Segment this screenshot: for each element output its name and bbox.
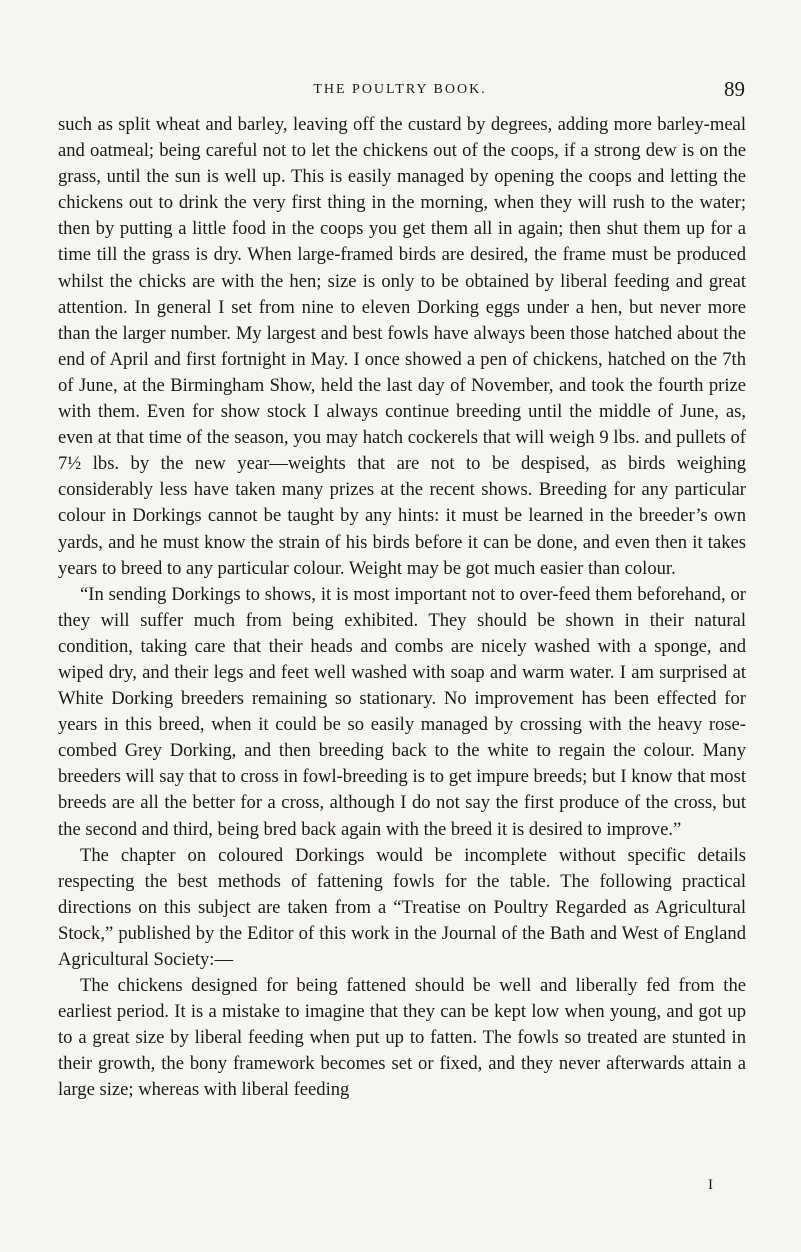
page-header — [60, 77, 745, 104]
paragraph: The chickens designed for being fattened should be well and liberally fed from the earliest period. It is a mistake to imagine that they can be kept low when young, and got up to a great size by liberal feeding when put up to fatten. The fowls so treated are stunted in their growth, the bony framework becomes set or fixed, and they never afterwards attain a large size; whereas with liberal feeding — [58, 975, 746, 1101]
running-head: THE POULTRY BOOK. — [313, 82, 487, 97]
paragraph: such as split wheat and barley, leaving off the custard by degrees, adding more barley-meal and oatmeal; being careful not to let the chickens out of the coops, if a strong dew is on the grass, until the sun is well up. This is easily managed by opening the coops and letting the chickens out to drink the very first thing in the morning, when they will rush to the water; then by putting a little food in the coops you get them all in again; then shut them up for a time till the grass is dry. When large-framed birds are desired, the frame must be produced whilst the chicks are with the hen; size is only to be obtained by liberal feeding and great attention. In general I set from nine to eleven Dorking eggs under a hen, but never more than the larger number. My largest and best fowls have always been those hatched about the end of April and first fortnight in May. I once showed a pen of chickens, hatched on the 7th of June, at the Birmingham Show, held the last day of November, and took the fourth prize with them. Even for show stock I always continue breeding until the middle of June, as, even at that time of the season, you may hatch cockerels that will weigh 9 lbs. and pullets of 7½ lbs. by the new year—weights that are not to be despised, as birds weighing considerably less have taken many prizes at the recent shows. Breeding for any particular colour in Dorkings cannot be taught by any hints: it must be learned in the breeder’s own yards, and he must know the strain of his birds before it can be done, and even then it takes years to breed to any particular colour. Weight may be got much easier than colour. — [58, 114, 746, 579]
paragraph: “In sending Dorkings to shows, it is most important not to over-feed them beforehand, or they will suffer much from being exhibited. They should be shown in their natural condition, taking care that their heads and combs are nicely washed with a sponge, and wiped dry, and their legs and feet well washed with soap and warm water. I am surprised at White Dorking breeders remaining so stationary. No improvement has been effected for years in this breed, when it could be so easily managed by crossing with the heavy rose-combed Grey Dorking, and then breeding back to the white to regain the colour. Many breeders will say that to cross in fowl-breeding is to get impure breeds; but I know that most breeds are all the better for a cross, although I do not say the first produce of the cross, but the second and third, being bred back again with the breed it is desired to improve.” — [58, 583, 746, 840]
page-number: 89 — [724, 77, 745, 101]
paragraph: The chapter on coloured Dorkings would be incomplete without specific details respecting the best methods of fattening fowls for the table. The following practical directions on this subject are taken from a “Treatise on Poultry Regarded as Agricultural Stock,” published by the Editor of this work in the Journal of the Bath and West of England Agricultural Society:— — [58, 844, 746, 970]
signature-mark: I — [708, 1177, 713, 1193]
body-text — [58, 112, 746, 1104]
